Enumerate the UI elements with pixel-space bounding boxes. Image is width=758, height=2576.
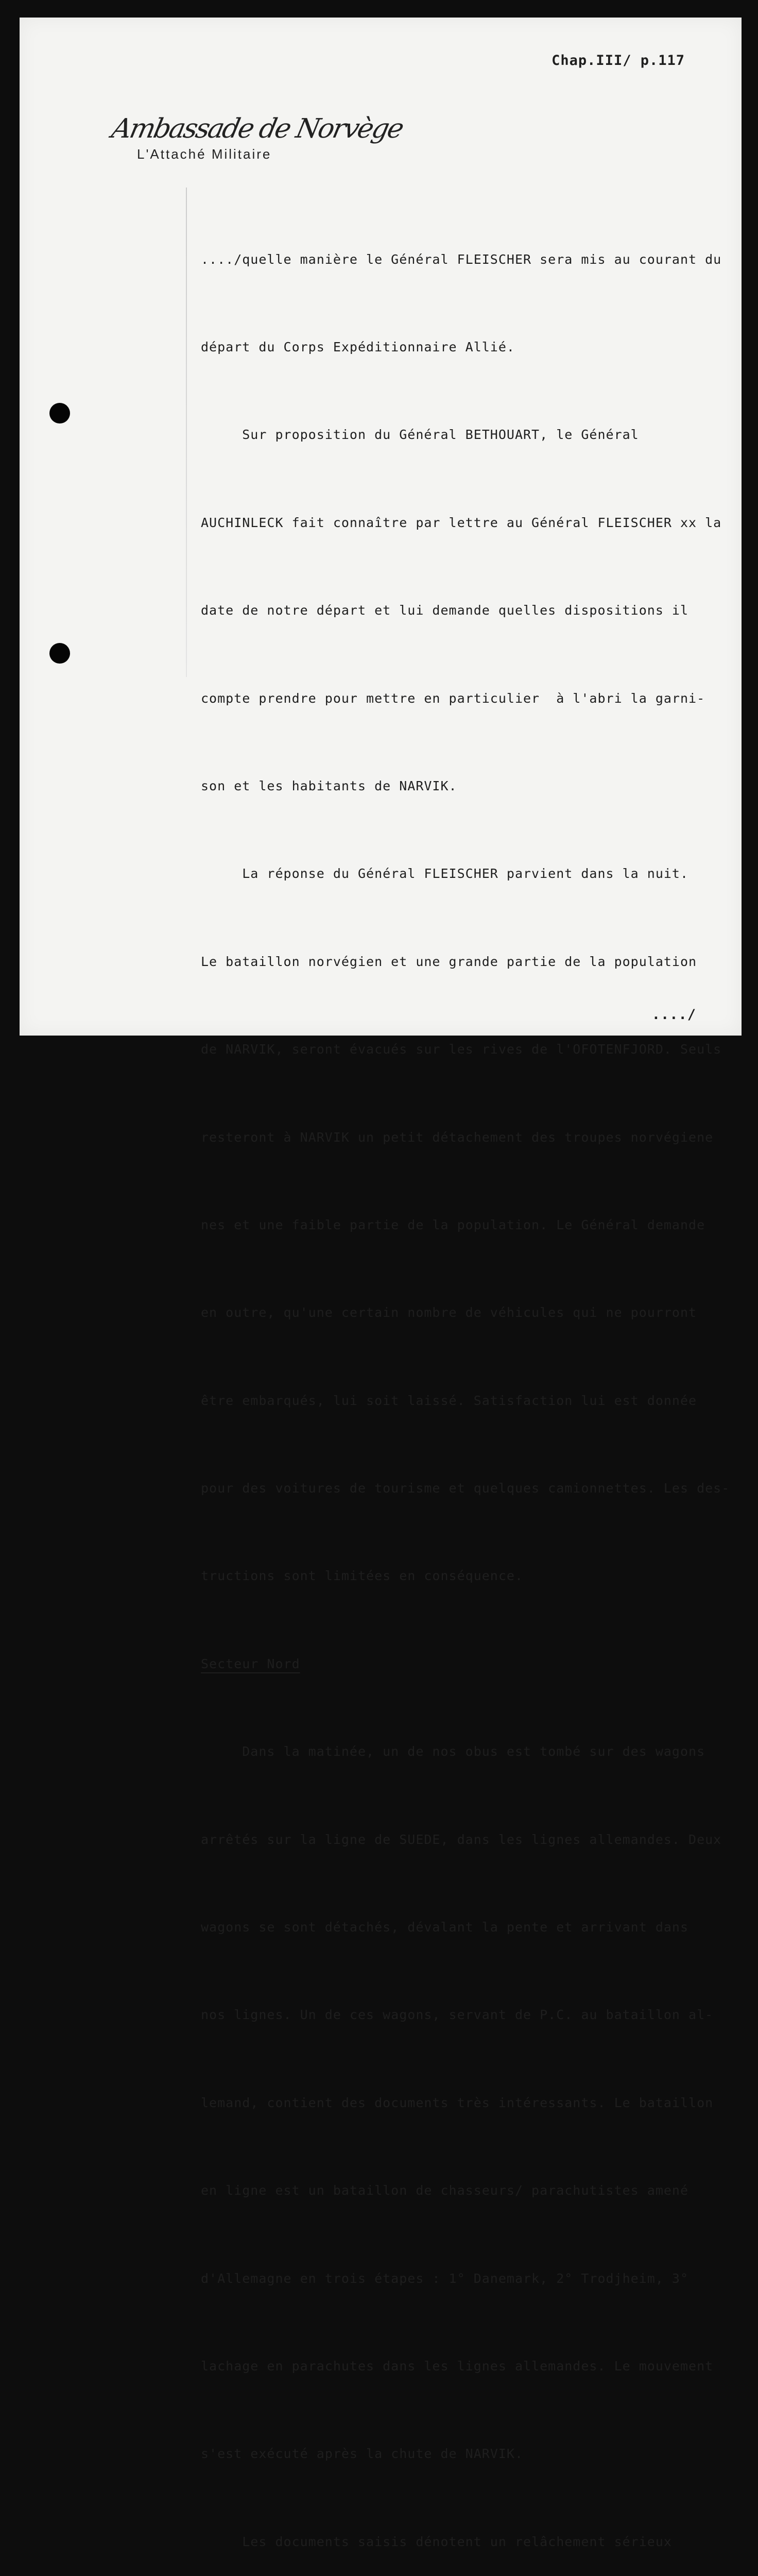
page-reference: Chap.III/ p.117 (552, 53, 685, 69)
section-heading: Secteur Nord (201, 1656, 300, 1671)
text-line: d'Allemagne en trois étapes : 1° Danemark, 2° Trodjheim, 3° (201, 2270, 689, 2286)
text-line: en ligne est un bataillon de chasseurs/ parachutistes amené (201, 2183, 689, 2198)
punch-hole-bottom (49, 643, 70, 664)
text-line: ..../quelle manière le Général FLEISCHER sera mis au courant du (201, 251, 722, 267)
text-line: nos lignes. Un de ces wagons, servant de P.C. au bataillon al- (201, 2007, 714, 2023)
text-line: date de notre départ et lui demande quelles dispositions il (201, 603, 689, 618)
text-line: compte prendre pour mettre en particulier à l'abri la garni- (201, 690, 705, 706)
margin-crease (186, 188, 187, 677)
text-line: en outre, qu'une certain nombre de véhicules qui ne pourront (201, 1305, 697, 1320)
text-line: départ du Corps Expéditionnaire Allié. (201, 339, 515, 354)
embassy-letterhead-signature: Ambassade de Norvège (109, 113, 405, 144)
document-page (20, 18, 742, 2549)
text-line: de NARVIK, seront évacués sur les rives de l'OFOTENFJORD. Seuls (201, 1042, 722, 1057)
punch-hole-top (49, 403, 70, 423)
continuation-mark: ..../ (651, 1007, 696, 1023)
text-line: Le bataillon norvégien et une grande partie de la population (201, 954, 697, 969)
text-line: arrêtés sur la ligne de SUEDE, dans les lignes allemandes. Deux (201, 1832, 722, 1847)
text-line: pour des voitures de tourisme et quelques camionnettes. Les des- (201, 1481, 730, 1496)
text-line: nes et une faible partie de la population. Le Général demande (201, 1217, 705, 1232)
text-line: tructions sont limitées en conséquence. (201, 1568, 523, 1584)
text-line: Sur proposition du Général BETHOUART, le Général (201, 427, 639, 443)
typed-body (201, 187, 757, 2576)
text-line: wagons se sont détachés, dévalant la pente et arrivant dans (201, 1920, 689, 1935)
text-line: AUCHINLECK fait connaître par lettre au Général FLEISCHER xx la (201, 515, 722, 530)
text-line: son et les habitants de NARVIK. (201, 778, 457, 793)
text-line: lachage en parachutes dans les lignes allemandes. Le mouvement (201, 2358, 714, 2374)
text-line: La réponse du Général FLEISCHER parvient dans la nuit. (201, 866, 689, 882)
letterhead-subtitle: L'Attaché Militaire (137, 146, 272, 162)
text-line: s'est exécuté après la chute de NARVIK. (201, 2446, 523, 2462)
text-line: Dans la matinée, un de nos obus est tombé sur des wagons (201, 1744, 705, 1759)
text-line: être embarqués, lui soit laissé. Satisfaction lui est donnée (201, 1393, 697, 1408)
text-line: Les documents saisis dénotent un relâchement sérieux (201, 2534, 672, 2549)
text-line: lemand, contient des documents très intéressants. Le bataillon (201, 2095, 714, 2110)
text-line: resteront à NARVIK un petit détachement des troupes norvégiene (201, 1129, 714, 1145)
